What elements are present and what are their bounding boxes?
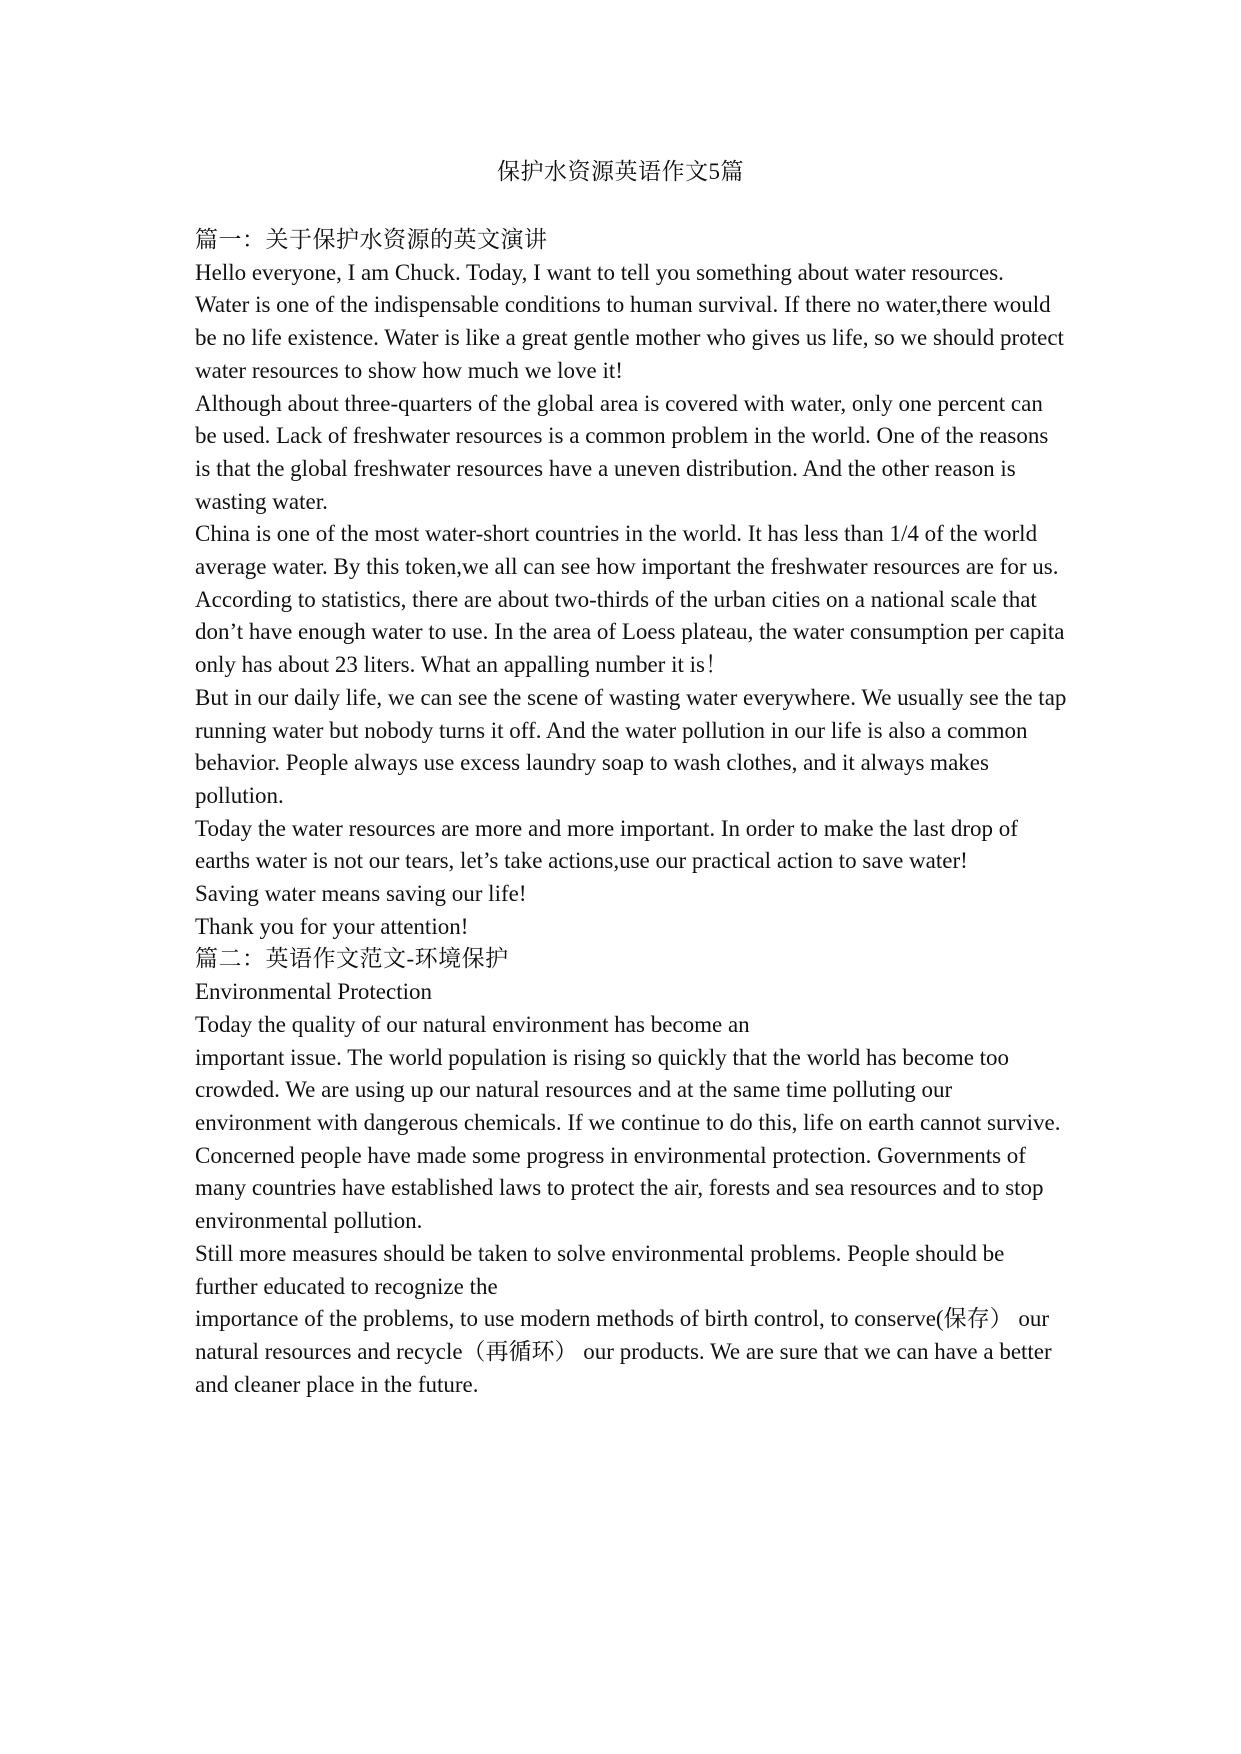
section-2-paragraph-2: important issue. The world population is rising so quickly that the world has become too crowded. We are using up our natural resources and at the same time polluting our environment with dangerous chemicals. If we continue to do this, life on earth cannot survive. <box>195 1044 1061 1135</box>
section-1-paragraph-8: Thank you for your attention! <box>195 913 469 939</box>
document-body <box>195 224 1067 1401</box>
section-1-paragraph-5: But in our daily life, we can see the scene of wasting water everywhere. We usually see the tap running water but nobody turns it off. And the water pollution in our life is also a common behavior. People always use excess laundry soap to wash clothes, and it always makes pollution. <box>195 684 1067 808</box>
section-2-paragraph-5: importance of the problems, to use modern methods of birth control, to conserve(保存） our natural resources and recycle（再循环） our products. We are sure that we can have a better and cleaner place in the future. <box>195 1306 1052 1397</box>
section-1-paragraph-7: Saving water means saving our life! <box>195 881 527 907</box>
section-1-paragraph-4: China is one of the most water-short countries in the world. It has less than 1/4 of the world average water. By this token,we all can see how important the freshwater resources are for us. According to statistics, there are about two-thirds of the urban cities on a national scale that don’t have enough water to use. In the area of Loess plateau, the water consumption per capita only has about 23 liters. What an appalling number it is！ <box>195 521 1065 678</box>
section-1-paragraph-6: Today the water resources are more and more important. In order to make the last drop of earths water is not our tears, let’s take actions,use our practical action to save water! <box>195 815 1018 874</box>
section-2-paragraph-4: Still more measures should be taken to solve environmental problems. People should be further educated to recognize the <box>195 1240 1005 1299</box>
section-1-paragraph-3: Although about three-quarters of the global area is covered with water, only one percent can be used. Lack of freshwater resources is a common problem in the world. One of the reasons is that the global freshwater resources have a uneven distribution. And the other reason is wasting water. <box>195 390 1049 514</box>
section-2-subtitle: Environmental Protection <box>195 979 432 1005</box>
section-1-paragraph-1: Hello everyone, I am Chuck. Today, I want to tell you something about water resources. <box>195 259 1004 285</box>
section-1-paragraph-2: Water is one of the indispensable conditions to human survival. If there no water,there would be no life existence. Water is like a great gentle mother who gives us life, so we should protect water resources to show how much we love it! <box>195 292 1064 383</box>
section-2-paragraph-3: Concerned people have made some progress in environmental protection. Governments of many countries have established laws to protect the air, forests and sea resources and to stop environmental pollution. <box>195 1142 1044 1234</box>
section-2-heading: 篇二：英语作文范文-环境保护 <box>195 946 509 972</box>
section-2-paragraph-1: Today the quality of our natural environment has become an <box>195 1011 750 1037</box>
section-1-heading: 篇一：关于保护水资源的英文演讲 <box>195 227 548 252</box>
document-title: 保护水资源英语作文5篇 <box>497 159 744 184</box>
